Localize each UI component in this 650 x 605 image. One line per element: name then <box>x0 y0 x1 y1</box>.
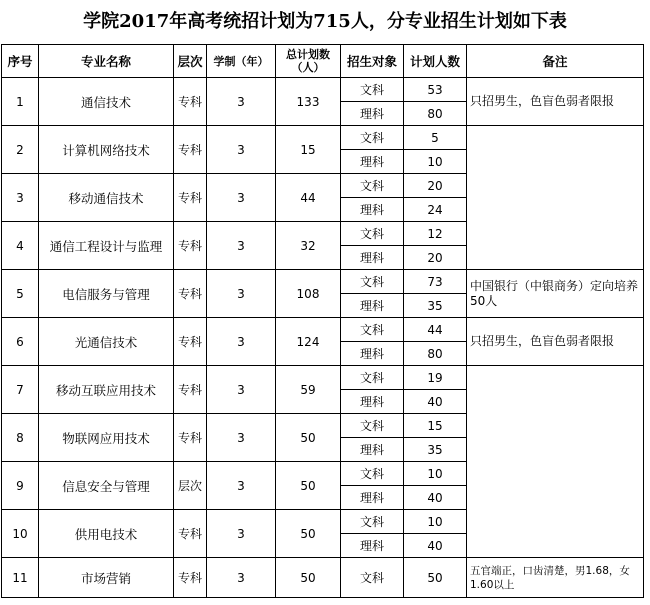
total-cell: 50 <box>276 462 341 510</box>
level-cell: 专科 <box>174 414 207 462</box>
total-cell: 32 <box>276 222 341 270</box>
table-row <box>2 270 644 294</box>
header-seq: 序号 <box>2 45 39 78</box>
duration-cell: 3 <box>207 78 276 126</box>
seq-cell: 5 <box>2 270 39 318</box>
plan-cell: 10 <box>404 150 467 174</box>
seq-cell: 11 <box>2 558 39 598</box>
total-cell: 50 <box>276 558 341 598</box>
major-cell: 信息安全与管理 <box>39 462 174 510</box>
header-level: 层次 <box>174 45 207 78</box>
duration-cell: 3 <box>207 558 276 598</box>
duration-cell: 3 <box>207 510 276 558</box>
duration-cell: 3 <box>207 414 276 462</box>
note-cell <box>467 126 644 270</box>
level-cell: 专科 <box>174 126 207 174</box>
plan-cell: 24 <box>404 198 467 222</box>
total-cell: 50 <box>276 510 341 558</box>
target-cell: 理科 <box>341 102 404 126</box>
duration-cell: 3 <box>207 366 276 414</box>
major-cell: 市场营销 <box>39 558 174 598</box>
duration-cell: 3 <box>207 126 276 174</box>
target-cell: 文科 <box>341 126 404 150</box>
major-cell: 移动通信技术 <box>39 174 174 222</box>
plan-cell: 10 <box>404 462 467 486</box>
seq-cell: 9 <box>2 462 39 510</box>
header-major: 专业名称 <box>39 45 174 78</box>
table-row <box>2 558 644 598</box>
target-cell: 文科 <box>341 558 404 598</box>
plan-cell: 73 <box>404 270 467 294</box>
target-cell: 理科 <box>341 198 404 222</box>
major-cell: 移动互联应用技术 <box>39 366 174 414</box>
seq-cell: 2 <box>2 126 39 174</box>
note-cell: 五官端正，口齿清楚，男1.68，女1.60以上 <box>467 558 644 598</box>
target-cell: 文科 <box>341 510 404 534</box>
target-cell: 文科 <box>341 222 404 246</box>
duration-cell: 3 <box>207 270 276 318</box>
note-cell: 中国银行（中银商务）定向培养50人 <box>467 270 644 318</box>
page-title: 学院2017年高考统招计划为715人，分专业招生计划如下表 <box>83 11 567 32</box>
target-cell: 理科 <box>341 294 404 318</box>
seq-cell: 10 <box>2 510 39 558</box>
target-cell: 理科 <box>341 342 404 366</box>
target-cell: 文科 <box>341 366 404 390</box>
target-cell: 理科 <box>341 246 404 270</box>
major-cell: 通信工程设计与监理 <box>39 222 174 270</box>
plan-cell: 20 <box>404 174 467 198</box>
header-total <box>276 45 341 78</box>
note-cell <box>467 366 644 558</box>
table-body <box>2 78 644 598</box>
target-cell: 文科 <box>341 270 404 294</box>
plan-cell: 35 <box>404 294 467 318</box>
duration-cell: 3 <box>207 174 276 222</box>
level-cell: 专科 <box>174 78 207 126</box>
plan-cell: 80 <box>404 342 467 366</box>
plan-cell: 80 <box>404 102 467 126</box>
target-cell: 理科 <box>341 438 404 462</box>
table-row <box>2 78 644 102</box>
seq-cell: 1 <box>2 78 39 126</box>
header-plan: 计划人数 <box>404 45 467 78</box>
header-duration: 学制（年） <box>207 45 276 78</box>
target-cell: 理科 <box>341 390 404 414</box>
note-cell: 只招男生，色盲色弱者限报 <box>467 78 644 126</box>
level-cell: 专科 <box>174 366 207 414</box>
level-cell: 专科 <box>174 222 207 270</box>
total-cell: 108 <box>276 270 341 318</box>
header-row <box>2 45 644 78</box>
major-cell: 计算机网络技术 <box>39 126 174 174</box>
level-cell: 专科 <box>174 174 207 222</box>
target-cell: 文科 <box>341 78 404 102</box>
header-target: 招生对象 <box>341 45 404 78</box>
plan-cell: 40 <box>404 486 467 510</box>
major-cell: 电信服务与管理 <box>39 270 174 318</box>
duration-cell: 3 <box>207 462 276 510</box>
seq-cell: 7 <box>2 366 39 414</box>
level-cell: 专科 <box>174 318 207 366</box>
plan-cell: 19 <box>404 366 467 390</box>
level-cell: 专科 <box>174 558 207 598</box>
plan-cell: 5 <box>404 126 467 150</box>
table-row <box>2 318 644 342</box>
target-cell: 理科 <box>341 534 404 558</box>
level-cell: 层次 <box>174 462 207 510</box>
note-cell: 只招男生，色盲色弱者限报 <box>467 318 644 366</box>
plan-cell: 20 <box>404 246 467 270</box>
duration-cell: 3 <box>207 318 276 366</box>
total-cell: 133 <box>276 78 341 126</box>
total-cell: 59 <box>276 366 341 414</box>
target-cell: 文科 <box>341 318 404 342</box>
plan-cell: 53 <box>404 78 467 102</box>
header-note: 备注 <box>467 45 644 78</box>
seq-cell: 8 <box>2 414 39 462</box>
seq-cell: 4 <box>2 222 39 270</box>
plan-cell: 15 <box>404 414 467 438</box>
major-cell: 通信技术 <box>39 78 174 126</box>
major-cell: 光通信技术 <box>39 318 174 366</box>
target-cell: 理科 <box>341 486 404 510</box>
target-cell: 文科 <box>341 414 404 438</box>
plan-cell: 50 <box>404 558 467 598</box>
level-cell: 专科 <box>174 510 207 558</box>
plan-cell: 44 <box>404 318 467 342</box>
admissions-plan-table <box>1 44 644 598</box>
plan-cell: 12 <box>404 222 467 246</box>
seq-cell: 3 <box>2 174 39 222</box>
level-cell: 专科 <box>174 270 207 318</box>
major-cell: 供用电技术 <box>39 510 174 558</box>
major-cell: 物联网应用技术 <box>39 414 174 462</box>
target-cell: 文科 <box>341 174 404 198</box>
table-row <box>2 366 644 390</box>
table-row <box>2 126 644 150</box>
total-cell: 44 <box>276 174 341 222</box>
total-cell: 15 <box>276 126 341 174</box>
target-cell: 理科 <box>341 150 404 174</box>
plan-cell: 35 <box>404 438 467 462</box>
total-cell: 50 <box>276 414 341 462</box>
plan-cell: 40 <box>404 534 467 558</box>
total-cell: 124 <box>276 318 341 366</box>
header-total-line2: （人） <box>291 61 325 74</box>
duration-cell: 3 <box>207 222 276 270</box>
target-cell: 文科 <box>341 462 404 486</box>
header-total-line1: 总计划数 <box>286 48 330 61</box>
plan-cell: 10 <box>404 510 467 534</box>
plan-cell: 40 <box>404 390 467 414</box>
seq-cell: 6 <box>2 318 39 366</box>
